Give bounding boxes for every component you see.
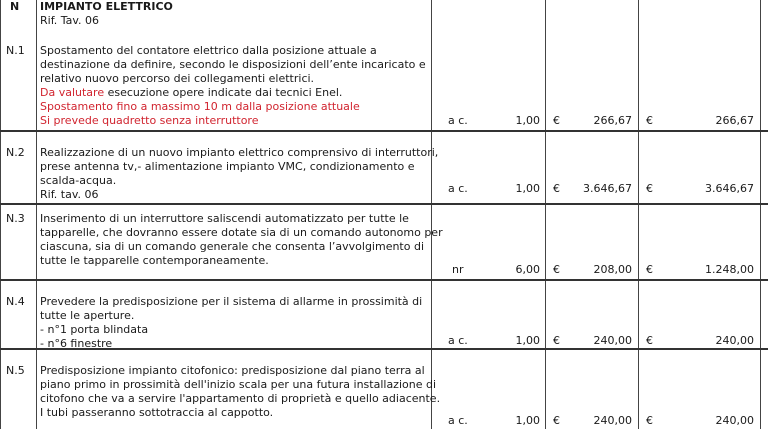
row-separator (0, 203, 768, 205)
currency-symbol: € (553, 263, 560, 276)
currency-symbol: € (553, 414, 560, 427)
unit-cell: a c. (448, 414, 468, 427)
quantity-cell: 1,00 (515, 182, 540, 195)
currency-symbol: € (553, 334, 560, 347)
quantity-cell: 1,00 (515, 414, 540, 427)
section-title: IMPIANTO ELETTRICO (40, 0, 173, 13)
description-line: Spostamento del contatore elettrico dalla posizione attuale a (40, 44, 377, 57)
item-number: N.1 (6, 44, 25, 57)
description-line-mixed (40, 86, 426, 100)
description-line: piano primo in prossimità dell'inizio scala per una futura installazione di (40, 378, 437, 391)
description-line: tutte le tapparelle contemporaneamente. (40, 254, 269, 267)
grid-line (760, 0, 761, 429)
grid-line (0, 0, 1, 429)
currency-symbol: € (553, 182, 560, 195)
item-number: N.2 (6, 146, 25, 159)
item-description (40, 44, 426, 128)
description-line: scalda-acqua. (40, 174, 117, 187)
unit-price-cell: 208,00 (593, 263, 632, 276)
description-line: - n°1 porta blindata (40, 323, 149, 336)
quantity-cell: 1,00 (515, 334, 540, 347)
description-line: tutte le aperture. (40, 309, 135, 322)
currency-symbol: € (646, 182, 653, 195)
currency-symbol: € (646, 263, 653, 276)
row-separator (0, 130, 768, 132)
unit-price-cell: 266,67 (593, 114, 632, 127)
unit-cell: nr (452, 263, 464, 276)
note-highlight: Da valutare (40, 86, 105, 99)
description-line: tapparelle, che dovranno essere dotate sia di un comando autonomo per (40, 226, 443, 239)
description-note: Si prevede quadretto senza interruttore (40, 114, 259, 127)
unit-price-cell: 240,00 (593, 414, 632, 427)
unit-price-cell: 3.646,67 (583, 182, 632, 195)
item-description (40, 295, 422, 351)
total-cell: 240,00 (715, 414, 754, 427)
description-line: relativo nuovo percorso dei collegamenti elettrici. (40, 72, 315, 85)
unit-cell: a c. (448, 114, 468, 127)
row-separator (0, 279, 768, 281)
total-cell: 1.248,00 (705, 263, 754, 276)
quantity-cell: 1,00 (515, 114, 540, 127)
description-line: destinazione da definire, secondo le disposizioni dell’ente incaricato e (40, 58, 426, 71)
unit-price-cell: 240,00 (593, 334, 632, 347)
currency-symbol: € (646, 334, 653, 347)
currency-symbol: € (553, 114, 560, 127)
item-number: N.5 (6, 364, 25, 377)
currency-symbol: € (646, 414, 653, 427)
note-text: esecuzione opere indicate dai tecnici Enel. (104, 86, 343, 99)
grid-line (545, 0, 546, 429)
item-number: N.3 (6, 212, 25, 225)
description-line: - n°6 finestre (40, 337, 113, 350)
grid-line (638, 0, 639, 429)
grid-line (36, 0, 37, 429)
description-line: Prevedere la predisposizione per il sistema di allarme in prossimità di (40, 295, 423, 308)
description-line: Inserimento di un interruttore saliscendi automatizzato per tutte le (40, 212, 409, 225)
unit-cell: a c. (448, 182, 468, 195)
total-cell: 266,67 (715, 114, 754, 127)
unit-cell: a c. (448, 334, 468, 347)
item-description (40, 364, 440, 420)
item-number: N.4 (6, 295, 25, 308)
description-line: prese antenna tv,- alimentazione impianto VMC, condizionamento e (40, 160, 415, 173)
description-line: ciascuna, sia di un comando generale che consenta l’avvolgimento di (40, 240, 425, 253)
description-line: citofono che va a servire l'appartamento di proprietà e quello adiacente. (40, 392, 441, 405)
total-cell: 240,00 (715, 334, 754, 347)
description-line: Realizzazione di un nuovo impianto elettrico comprensivo di interruttori, (40, 146, 439, 159)
quantity-cell: 6,00 (515, 263, 540, 276)
description-note: Spostamento fino a massimo 10 m dalla posizione attuale (40, 100, 360, 113)
description-line: Rif. tav. 06 (40, 188, 99, 201)
item-description (40, 146, 438, 202)
total-cell: 3.646,67 (705, 182, 754, 195)
section-reference: Rif. Tav. 06 (40, 14, 100, 27)
column-header-n: N (10, 0, 20, 13)
item-description (40, 212, 443, 268)
description-line: Predisposizione impianto citofonico: predisposizione dal piano terra al (40, 364, 425, 377)
currency-symbol: € (646, 114, 653, 127)
description-line: I tubi passeranno sottotraccia al cappotto. (40, 406, 274, 419)
